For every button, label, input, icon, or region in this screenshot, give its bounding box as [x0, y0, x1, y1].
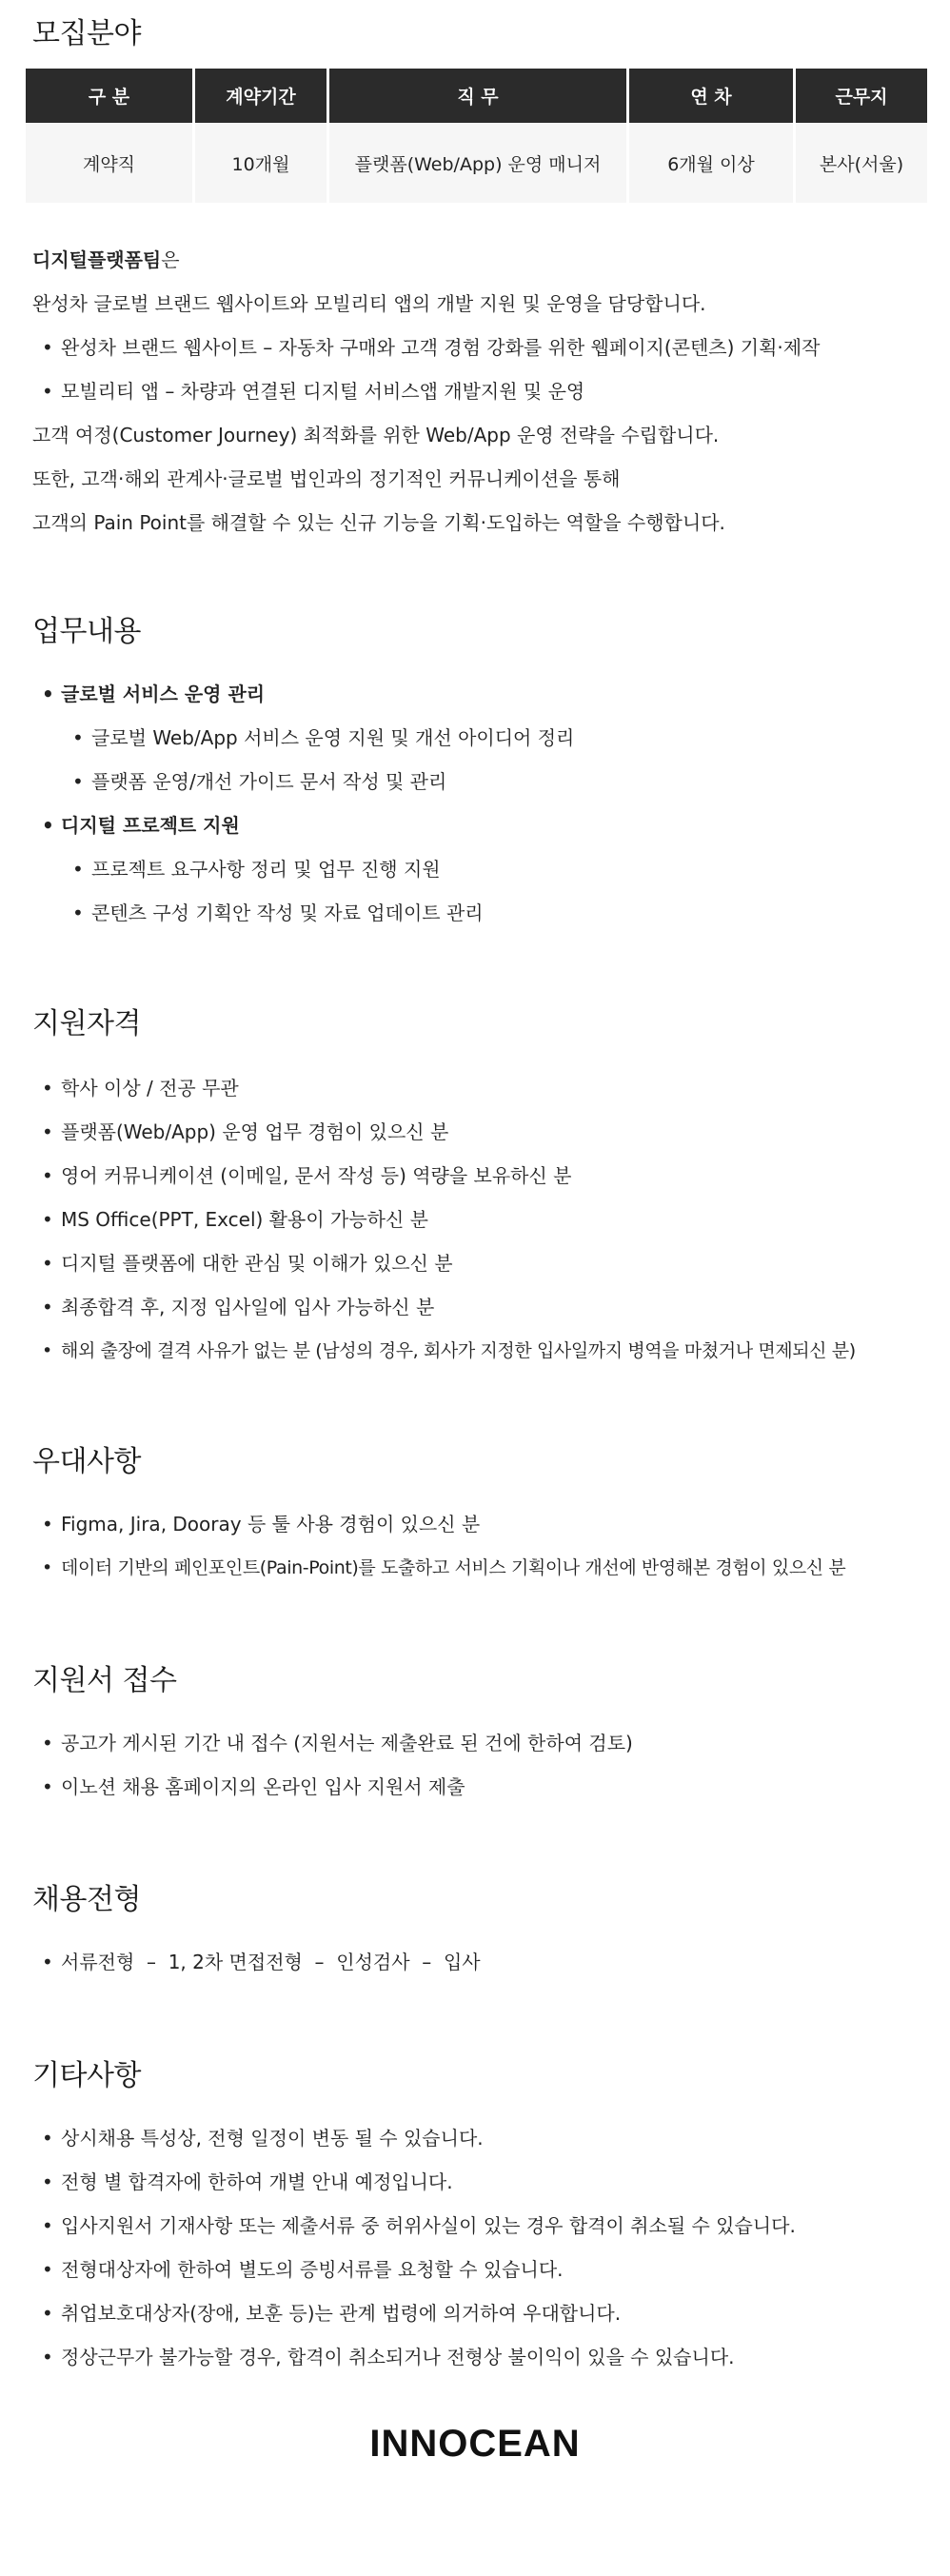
cell-contract-period: 10개월: [195, 123, 327, 203]
list-item: • 프로젝트 요구사항 정리 및 업무 진행 지원: [32, 847, 927, 891]
etc-section-title: 기타사항: [32, 2059, 141, 2092]
team-intro-line2: 고객 여정(Customer Journey) 최적화를 위한 Web/App 운영 전략을 수립합니다.: [32, 424, 720, 446]
duties-list-block: [32, 672, 927, 935]
cell-location: 본사(서울): [796, 123, 927, 203]
etc-list: [32, 2116, 927, 2379]
list-item: • 최종합격 후, 지정 입사일에 입사 가능하신 분: [32, 1285, 927, 1329]
list-item: • 입사지원서 기재사항 또는 제출서류 중 허위사실이 있는 경우 합격이 취소될 수 있습니다.: [32, 2204, 927, 2248]
etc-list-block: [32, 2116, 927, 2379]
list-item: • 이노션 채용 홈페이지의 온라인 입사 지원서 제출: [32, 1765, 927, 1809]
list-item: • 디지털 플랫폼에 대한 관심 및 이해가 있으신 분: [32, 1241, 927, 1285]
list-item: • 콘텐츠 구성 기획안 작성 및 자료 업데이트 관리: [32, 891, 927, 935]
list-item: • 완성차 브랜드 웹사이트 – 자동차 구매와 고객 경험 강화를 위한 웹페이지(콘텐츠) 기획·제작: [32, 326, 927, 369]
list-item: • 모빌리티 앱 – 차량과 연결된 디지털 서비스앱 개발지원 및 운영: [32, 369, 927, 413]
list-item: • 상시채용 특성상, 전형 일정이 변동 될 수 있습니다.: [32, 2116, 927, 2160]
cell-category: 계약직: [26, 123, 192, 203]
duties-group-global-service: • 글로벌 서비스 운영 관리: [32, 672, 927, 716]
team-intro-line3: 또한, 고객·해외 관계사·글로벌 법인과의 정기적인 커뮤니케이션을 통해: [32, 467, 621, 490]
header-experience: 연 차: [629, 69, 793, 123]
team-intro-heading: [32, 238, 927, 282]
team-intro-bullets: [32, 326, 927, 413]
application-section-title: 지원서 접수: [32, 1664, 177, 1697]
recruit-section-title: 모집분야: [32, 17, 141, 50]
duties-section-title: 업무내용: [32, 615, 141, 648]
team-intro: [32, 238, 927, 545]
list-item: • 데이터 기반의 페인포인트(Pain-Point)를 도출하고 서비스 기획이나 개선에 반영해본 경험이 있으신 분: [32, 1546, 927, 1590]
team-intro-line4: 고객의 Pain Point를 해결할 수 있는 신규 기능을 기획·도입하는 역할을 수행합니다.: [32, 511, 725, 534]
innocean-logo: INNOCEAN: [369, 2423, 581, 2465]
recruit-table-row: [26, 123, 927, 203]
preferred-section-title: 우대사항: [32, 1445, 141, 1478]
list-item: • Figma, Jira, Dooray 등 툴 사용 경험이 있으신 분: [32, 1502, 927, 1546]
team-name: 디지털플랫폼팀: [32, 248, 162, 271]
header-contract-period: 계약기간: [195, 69, 327, 123]
list-item: • 서류전형 – 1, 2차 면접전형 – 인성검사 – 입사: [32, 1940, 927, 1984]
list-item: • 영어 커뮤니케이션 (이메일, 문서 작성 등) 역량을 보유하신 분: [32, 1154, 927, 1198]
header-location: 근무지: [796, 69, 927, 123]
qualifications-list-block: [32, 1066, 927, 1373]
header-category: 구 분: [26, 69, 192, 123]
team-intro-line1: 완성차 글로벌 브랜드 웹사이트와 모빌리티 앱의 개발 지원 및 운영을 담당합니다.: [32, 292, 706, 315]
recruit-table-header-row: [26, 69, 927, 123]
duties-group-digital-project: • 디지털 프로젝트 지원: [32, 803, 927, 847]
list-item: • 정상근무가 불가능할 경우, 합격이 취소되거나 전형상 불이익이 있을 수 있습니다.: [32, 2335, 927, 2379]
cell-position: 플랫폼(Web/App) 운영 매니저: [329, 123, 626, 203]
qualifications-section-title: 지원자격: [32, 1007, 141, 1040]
list-item: • 해외 출장에 결격 사유가 없는 분 (남성의 경우, 회사가 지정한 입사일까지 병역을 마쳤거나 면제되신 분): [32, 1329, 927, 1373]
list-item: • 전형 별 합격자에 한하여 개별 안내 예정입니다.: [32, 2160, 927, 2204]
qualifications-list: [32, 1066, 927, 1373]
application-list-block: [32, 1721, 927, 1809]
list-item: • 플랫폼(Web/App) 운영 업무 경험이 있으신 분: [32, 1110, 927, 1154]
header-position: 직 무: [329, 69, 626, 123]
preferred-list: [32, 1502, 927, 1590]
duties-list: [32, 672, 927, 935]
list-item: • 공고가 게시된 기간 내 접수 (지원서는 제출완료 된 건에 한하여 검토): [32, 1721, 927, 1765]
list-item: • MS Office(PPT, Excel) 활용이 가능하신 분: [32, 1198, 927, 1241]
preferred-list-block: [32, 1502, 927, 1590]
team-name-suffix: 은: [161, 248, 180, 271]
application-list: [32, 1721, 927, 1809]
list-item: • 취업보호대상자(장애, 보훈 등)는 관계 법령에 의거하여 우대합니다.: [32, 2291, 927, 2335]
list-item: • 플랫폼 운영/개선 가이드 문서 작성 및 관리: [32, 760, 927, 803]
list-item: • 학사 이상 / 전공 무관: [32, 1066, 927, 1110]
list-item: • 글로벌 Web/App 서비스 운영 지원 및 개선 아이디어 정리: [32, 716, 927, 760]
cell-experience: 6개월 이상: [629, 123, 793, 203]
process-section-title: 채용전형: [32, 1883, 141, 1916]
process-list-block: [32, 1940, 927, 1984]
recruit-table: [23, 69, 930, 203]
process-list: [32, 1940, 927, 1984]
list-item: • 전형대상자에 한하여 별도의 증빙서류를 요청할 수 있습니다.: [32, 2248, 927, 2291]
